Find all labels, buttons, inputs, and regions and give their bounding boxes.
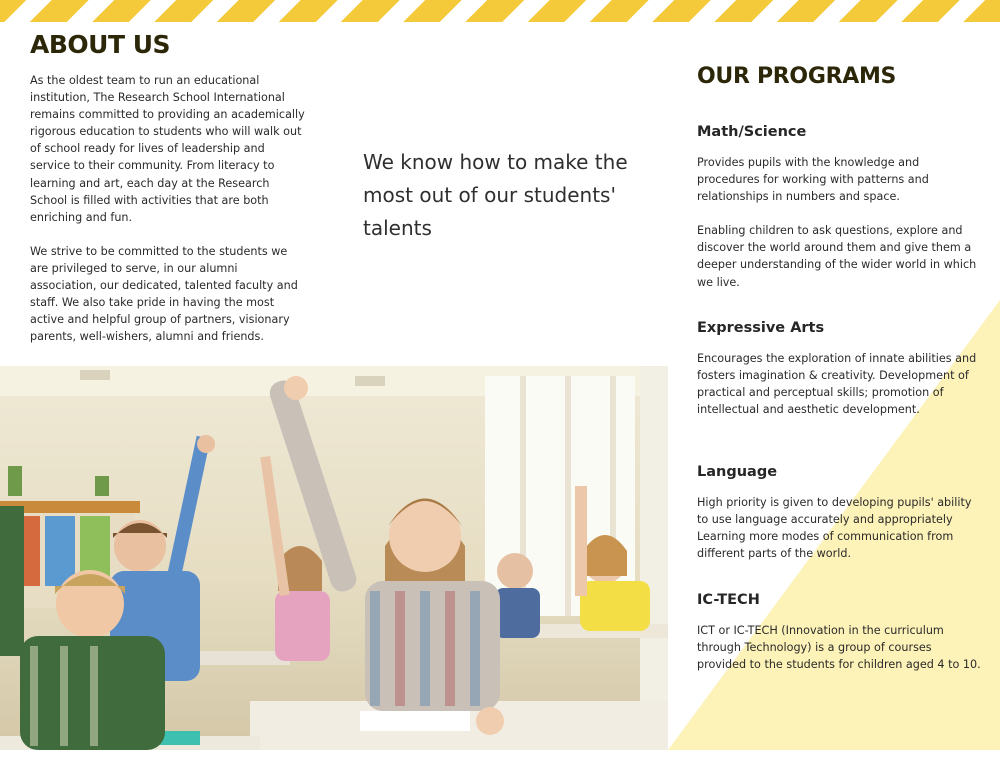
- program-heading: IC-TECH: [697, 592, 760, 608]
- program-description: [697, 494, 982, 562]
- program-heading: Math/Science: [697, 124, 807, 140]
- program-ic-tech: [697, 592, 982, 690]
- about-paragraph-2: We strive to be committed to the students we are privileged to serve, in our alumni association, our dedicated, talented faculty and staff. We also take pride in having the most active and helpful group of partners, visionary parents, well-wishers, alumni and friends.: [30, 244, 298, 344]
- about-us-title: ABOUT US: [30, 30, 171, 59]
- program-heading: Expressive Arts: [697, 320, 825, 336]
- program-heading: Language: [697, 464, 778, 480]
- program-description: [697, 622, 982, 673]
- program-paragraph: ICT or IC-TECH (Innovation in the curriculum through Technology) is a group of courses provided to the students for children aged 4 to 10.: [697, 624, 981, 672]
- about-paragraph-1: As the oldest team to run an educational institution, The Research School International remains committed to providing an academically rigorous education to students who will walk out of school ready for lives of leadership and service to their community. From literacy to learning and art, each day at the Research School is filled with activities that are both enriching and fun.: [30, 74, 305, 224]
- program-description: [697, 154, 982, 291]
- program-paragraph: Encourages the exploration of innate abilities and fosters imagination & creativity. Development of practical and perceptual skills; promotion of intellectual and aesthetic development.: [697, 352, 977, 417]
- decorative-stripe-border: [0, 0, 1000, 22]
- classroom-photo: [0, 366, 668, 750]
- bottom-margin: [0, 750, 1000, 773]
- program-paragraph: Provides pupils with the knowledge and procedures for working with patterns and relationships in numbers and space.: [697, 156, 929, 204]
- program-math-science: [697, 124, 982, 308]
- our-programs-title: OUR PROGRAMS: [697, 64, 897, 89]
- program-paragraph: High priority is given to developing pupils' ability to use language accurately and appropriately Learning more modes of communication from different parts of the world.: [697, 496, 972, 561]
- program-expressive-arts: [697, 320, 982, 435]
- program-description: [697, 350, 982, 418]
- tagline: We know how to make the most out of our students' talents: [363, 150, 628, 240]
- program-language: [697, 464, 982, 579]
- program-paragraph: Enabling children to ask questions, explore and discover the world around them and give them a deeper understanding of the wider world in which we live.: [697, 224, 977, 289]
- about-us-text: [30, 72, 305, 362]
